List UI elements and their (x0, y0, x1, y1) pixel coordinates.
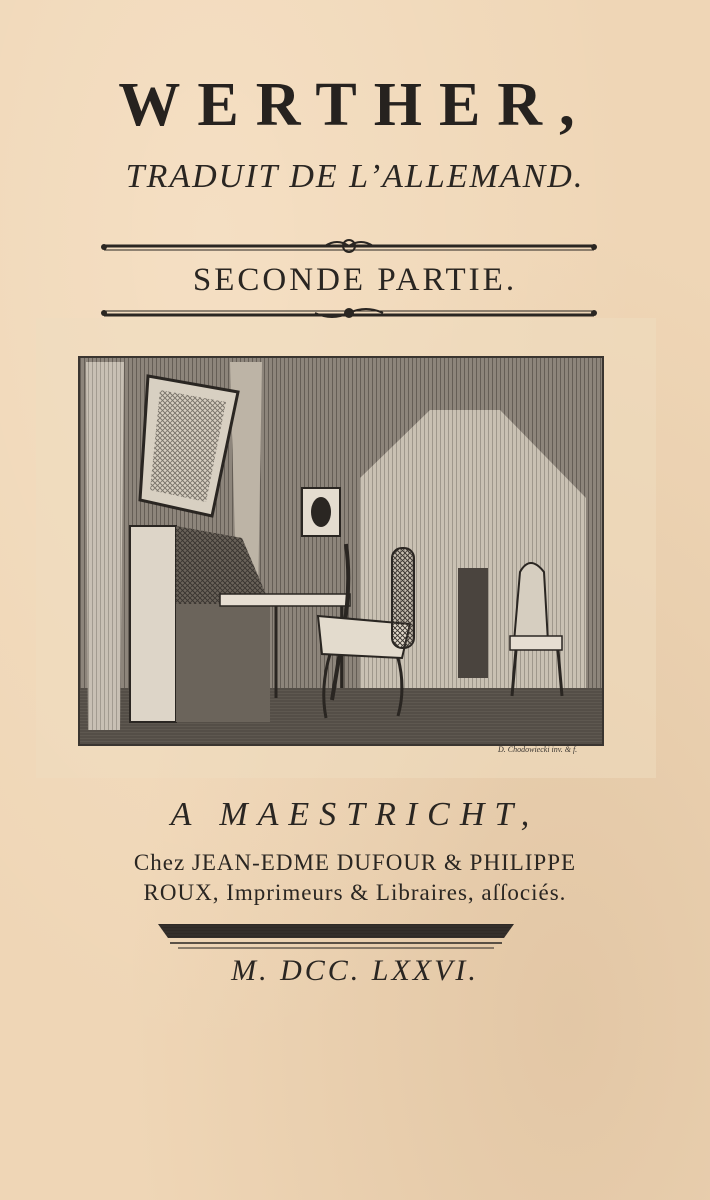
top-ornamental-rule (100, 238, 598, 254)
engraver-credit: D. Chodowiecki inv. & f. (498, 745, 578, 754)
engraving-room-scene (80, 358, 602, 744)
engraving-plate (78, 356, 604, 746)
publication-date: M. DCC. LXXVI. (231, 954, 479, 987)
printers-ornament (158, 922, 514, 952)
book-subtitle: TRADUIT DE L’ALLEMAND. (125, 158, 585, 195)
book-title: WERTHER, (118, 71, 592, 139)
part-heading: SECONDE PARTIE. (192, 262, 518, 298)
imprint-place: A MAESTRICHT, (170, 796, 540, 833)
imprint-publisher-line1: Chez JEAN-EDME DUFOUR & PHILIPPE (133, 850, 577, 875)
imprint-publisher-line2: ROUX, Imprimeurs & Libraires, aſſociés. (143, 880, 567, 905)
